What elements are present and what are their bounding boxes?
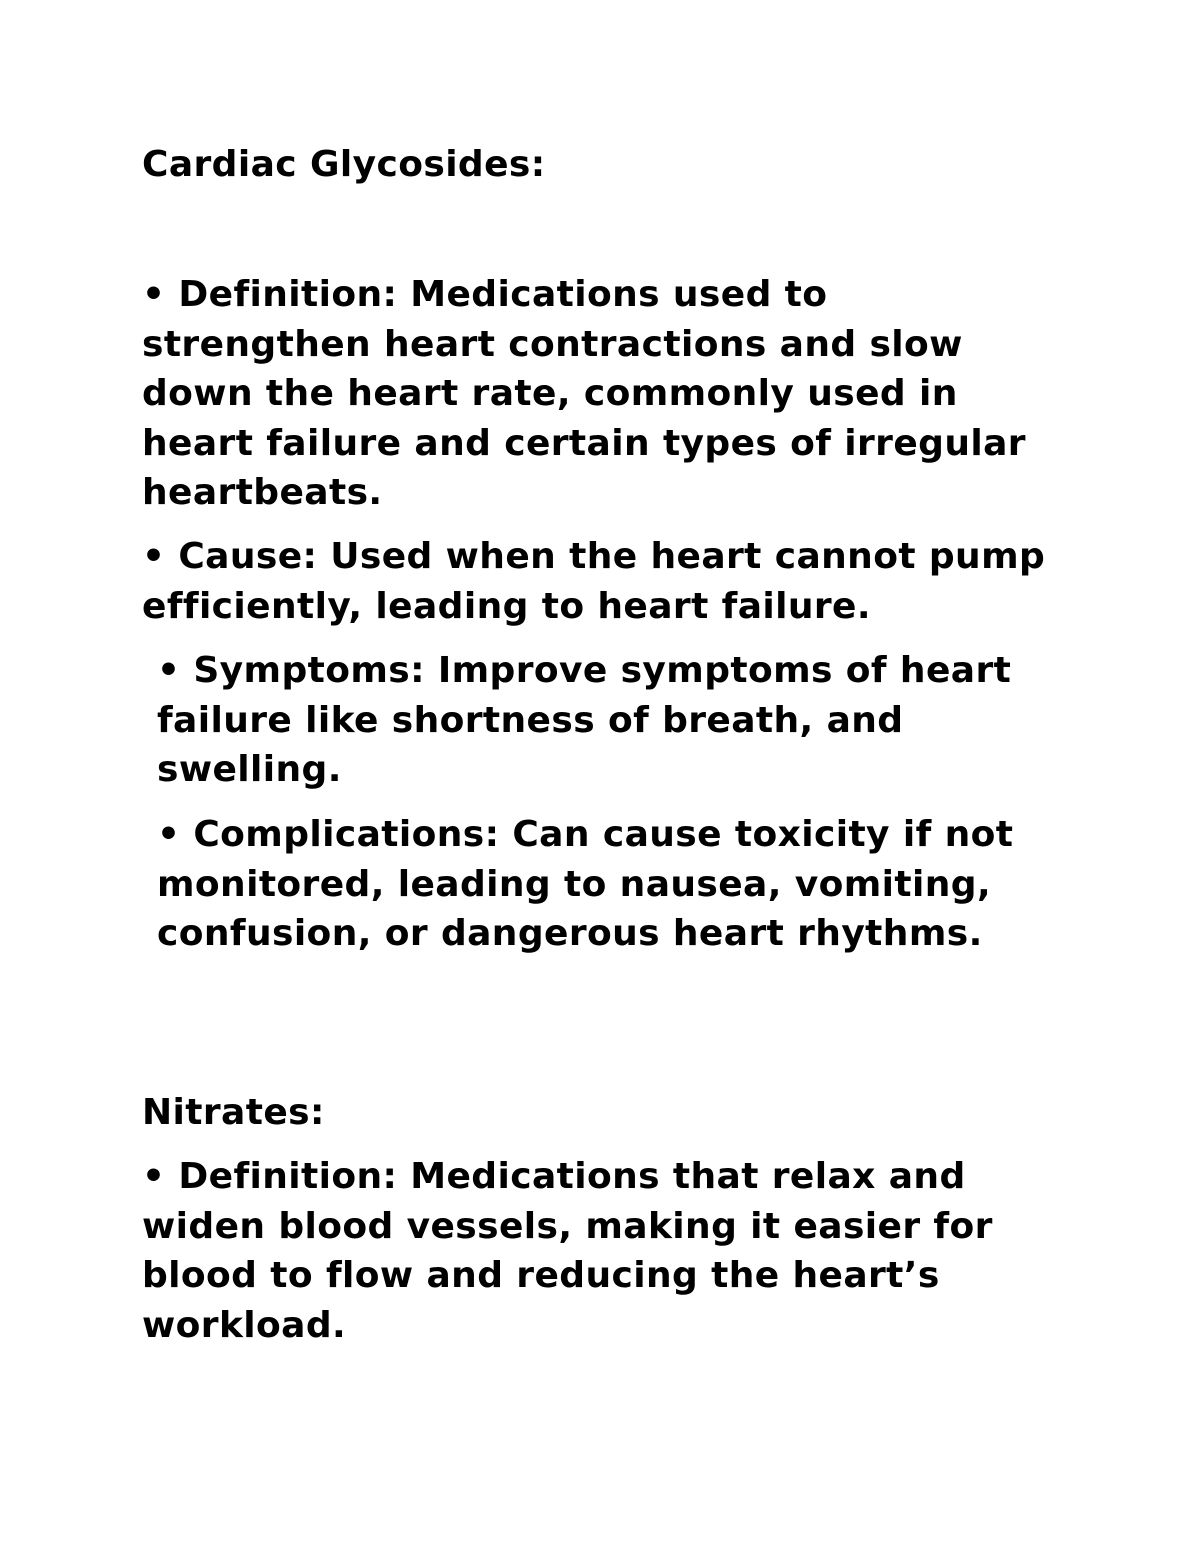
cardiac-glycosides-definition: • Definition: Medications used to strengthen heart contractions and slow down the heart rate, commonly used in heart failure and certain types of irregular heartbeats. (142, 274, 1026, 513)
section-heading-cardiac-glycosides: Cardiac Glycosides: (142, 144, 546, 185)
nitrates-definition: • Definition: Medications that relax and widen blood vessels, making it easier for blood to flow and reducing the heart’s workload. (142, 1156, 993, 1346)
cardiac-glycosides-cause: • Cause: Used when the heart cannot pump efficiently, leading to heart failure. (142, 536, 1046, 627)
cardiac-glycosides-symptoms: • Symptoms: Improve symptoms of heart failure like shortness of breath, and swelling. (157, 650, 1012, 790)
section-heading-nitrates: Nitrates: (142, 1092, 325, 1133)
cardiac-glycosides-complications: • Complications: Can cause toxicity if not monitored, leading to nausea, vomiting, confusion, or dangerous heart rhythms. (157, 814, 1014, 954)
